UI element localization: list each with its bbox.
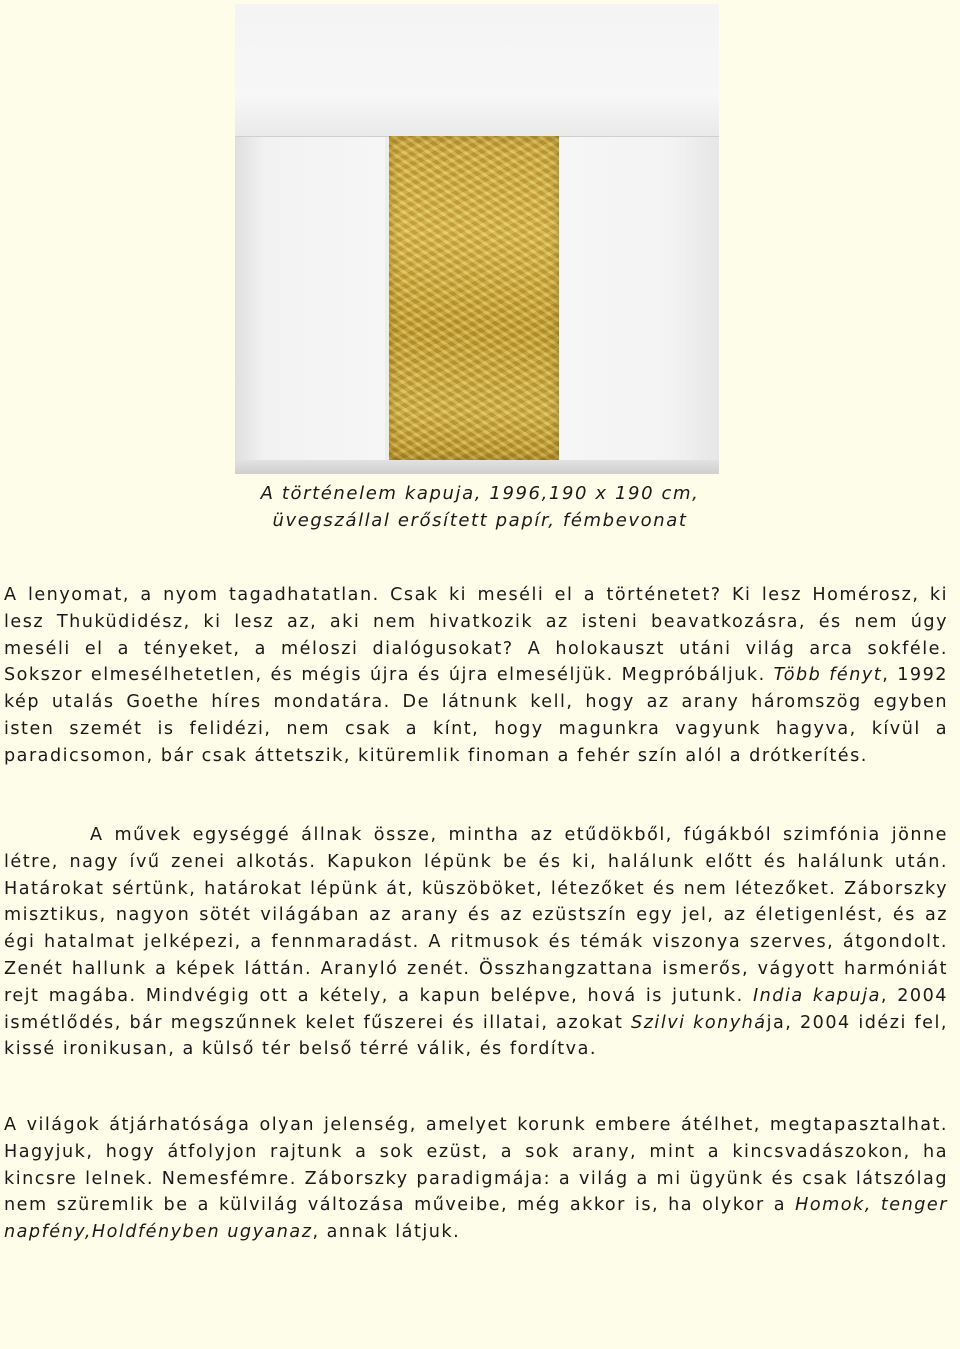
- artwork-title-india-kapuja: India kapuja: [752, 985, 881, 1006]
- paragraph-3-text-b: , annak látjuk.: [312, 1222, 461, 1243]
- paragraph-1-text-b: , 1992 kép utalás Goethe híres mondatára. De látnunk kell, hogy az arany háromszög egyben isten szemét is felidézi, nem csak a kínt, hogy magunkra vagyunk hagyva, kívül a paradicsomon, bár csak áttetszik, kitüremlik finoman a fehér szín alól a drótkerítés.: [4, 665, 949, 766]
- paragraph-2-text-b: , 2004 ismétlődés, bár megszűnnek kelet fűszerei és illatai, azokat: [4, 985, 949, 1033]
- artwork-caption: [0, 480, 960, 534]
- paragraph-2: [4, 822, 948, 1063]
- caption-line-1: A történelem kapuja, 1996,190 x 190 cm,: [260, 483, 700, 504]
- artwork-photo: [235, 4, 719, 474]
- paragraph-3-text-a: A világok átjárhatósága olyan jelenség, amelyet korunk embere átélhet, megtapasztalhat. Hagyjuk, hogy átfolyjon rajtunk a sok ezüst, a sok arany, mint a kincsvadászokon, ha kincsre lelnek. Nemesfémre. Záborszky paradigmája: a világ a mi ügyünk és csak látszólag nem szüremlik be a külvilág változása műveibe, még akkor is, ha olykor a: [4, 1115, 948, 1216]
- paragraph-2-text-c: ja, 2004 idézi fel, kissé ironikusan, a külső tér belső térré válik, és fordítva.: [4, 1012, 948, 1060]
- paper-top-panel: [235, 4, 719, 137]
- caption-line-2: üvegszállal erősített papír, fémbevonat: [272, 510, 688, 531]
- paragraph-2-text-a: A művek egységgé állnak össze, mintha az etűdökből, fúgákból szimfónia jönne létre, nagy ívű zenei alkotás. Kapukon lépünk be és ki, halálunk előtt és halálunk után. Határokat sértünk, határokat lépünk át, küszöböket, létezőket és nem létezőket. Záborszky misztikus, nagyon sötét világában az arany és az ezüstszín egy jel, az életigenlést, és az égi hatalmat jelképezi, a fennmaradást. A ritmusok és témák viszonya szerves, átgondolt. Zenét hallunk a képek láttán. Aranyló zenét. Összhangzattana ismerős, vágyott harmóniát rejt magába. Mindvégig ott a kétely, a kapun belépve, hová is jutunk.: [4, 825, 948, 1006]
- artwork-title-homok-tenger: Homok, tenger napfény,Holdfényben ugyanaz: [4, 1195, 948, 1243]
- artwork-title-tobb-fenyt: Több fényt: [773, 665, 883, 686]
- paragraph-3: [4, 1112, 948, 1246]
- paragraph-1: [4, 582, 948, 770]
- paper-bottom-edge: [235, 460, 719, 474]
- artwork-title-szilvi-konyhaja: Szilvi konyhá: [631, 1012, 767, 1033]
- paragraph-1-text-a: A lenyomat, a nyom tagadhatatlan. Csak ki meséli el a történetet? Ki lesz Homérosz, ki lesz Thuküdidész, ki lesz az, aki nem hivatkozik az isteni beavatkozásra, és nem úgy meséli el a tényeket, a méloszi dialógusokat? A holokauszt utáni világ arca sokféle. Sokszor elmesélhetetlen, és mégis újra és újra elmeséljük. Megpróbáljuk.: [4, 585, 948, 686]
- gold-leaf-strip: [389, 136, 559, 460]
